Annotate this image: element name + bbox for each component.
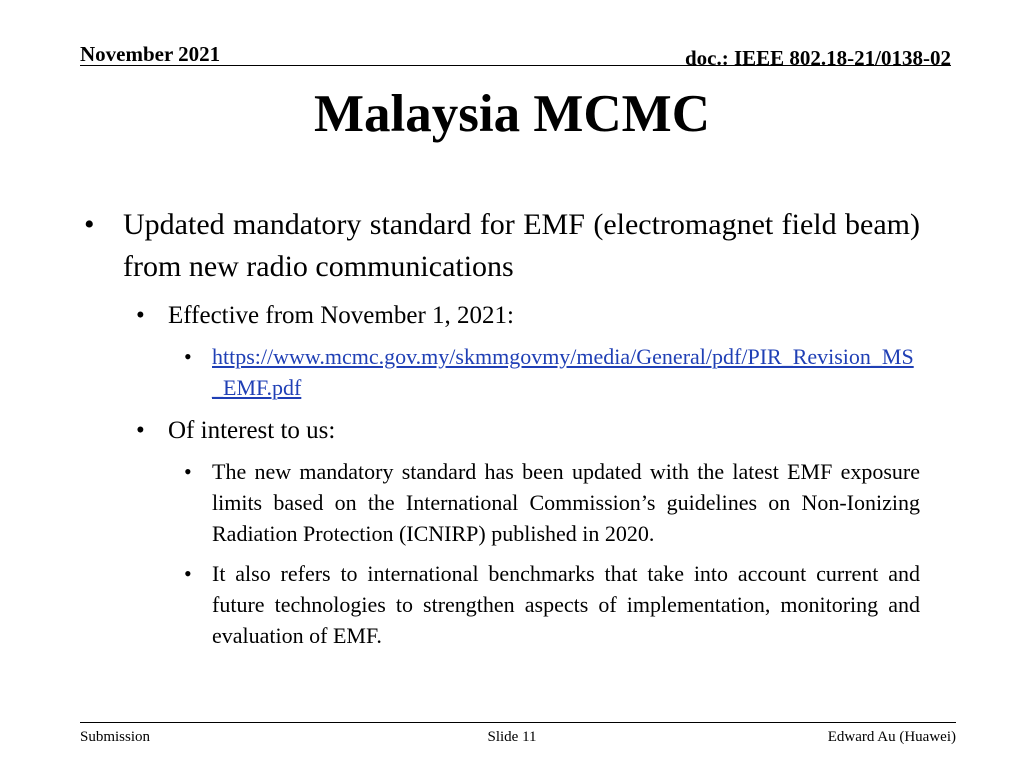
footer-submission: Submission <box>80 729 151 745</box>
bullet-icon: • <box>184 561 192 586</box>
bullet-item-icnirp-update <box>80 456 920 549</box>
footer-slide-number: Slide 11 <box>487 729 537 745</box>
bullet-text: Effective from November 1, 2021: <box>168 302 514 329</box>
bullet-text: Of interest to us: <box>168 417 336 444</box>
slide-body <box>80 200 920 651</box>
header-divider <box>80 65 951 66</box>
header-doc-id: doc.: IEEE 802.18-21/0138-02 <box>684 46 951 70</box>
footer-divider <box>80 722 956 723</box>
bullet-icon: • <box>184 459 192 484</box>
bullet-item-benchmarks <box>80 558 920 651</box>
bullet-text: The new mandatory standard has been updated with the latest EMF exposure limits based on the International Commission’s guidelines on Non-Ionizing Radiation Protection (ICNIRP) published in 2020. <box>212 459 920 546</box>
bullet-icon: • <box>136 417 145 444</box>
bullet-icon: • <box>136 302 145 329</box>
bullet-item-emf-standard <box>80 204 920 288</box>
bullet-item-effective-date <box>80 299 920 332</box>
bullet-item-link <box>80 341 920 403</box>
bullet-icon: • <box>184 344 192 369</box>
header-date: November 2021 <box>80 42 221 66</box>
footer-author: Edward Au (Huawei) <box>827 729 956 745</box>
slide-title: Malaysia MCMC <box>314 85 710 143</box>
bullet-item-of-interest <box>80 414 920 447</box>
mcmc-pdf-link[interactable]: https://www.mcmc.gov.my/skmmgovmy/media/General/pdf/PIR_Revision_MS_EMF.pdf <box>212 344 914 400</box>
bullet-text: Updated mandatory standard for EMF (electromagnet field beam) from new radio communications <box>123 208 920 283</box>
bullet-text: It also refers to international benchmarks that take into account current and future technologies to strengthen aspects of implementation, monitoring and evaluation of EMF. <box>212 561 920 648</box>
bullet-icon: • <box>84 208 95 241</box>
